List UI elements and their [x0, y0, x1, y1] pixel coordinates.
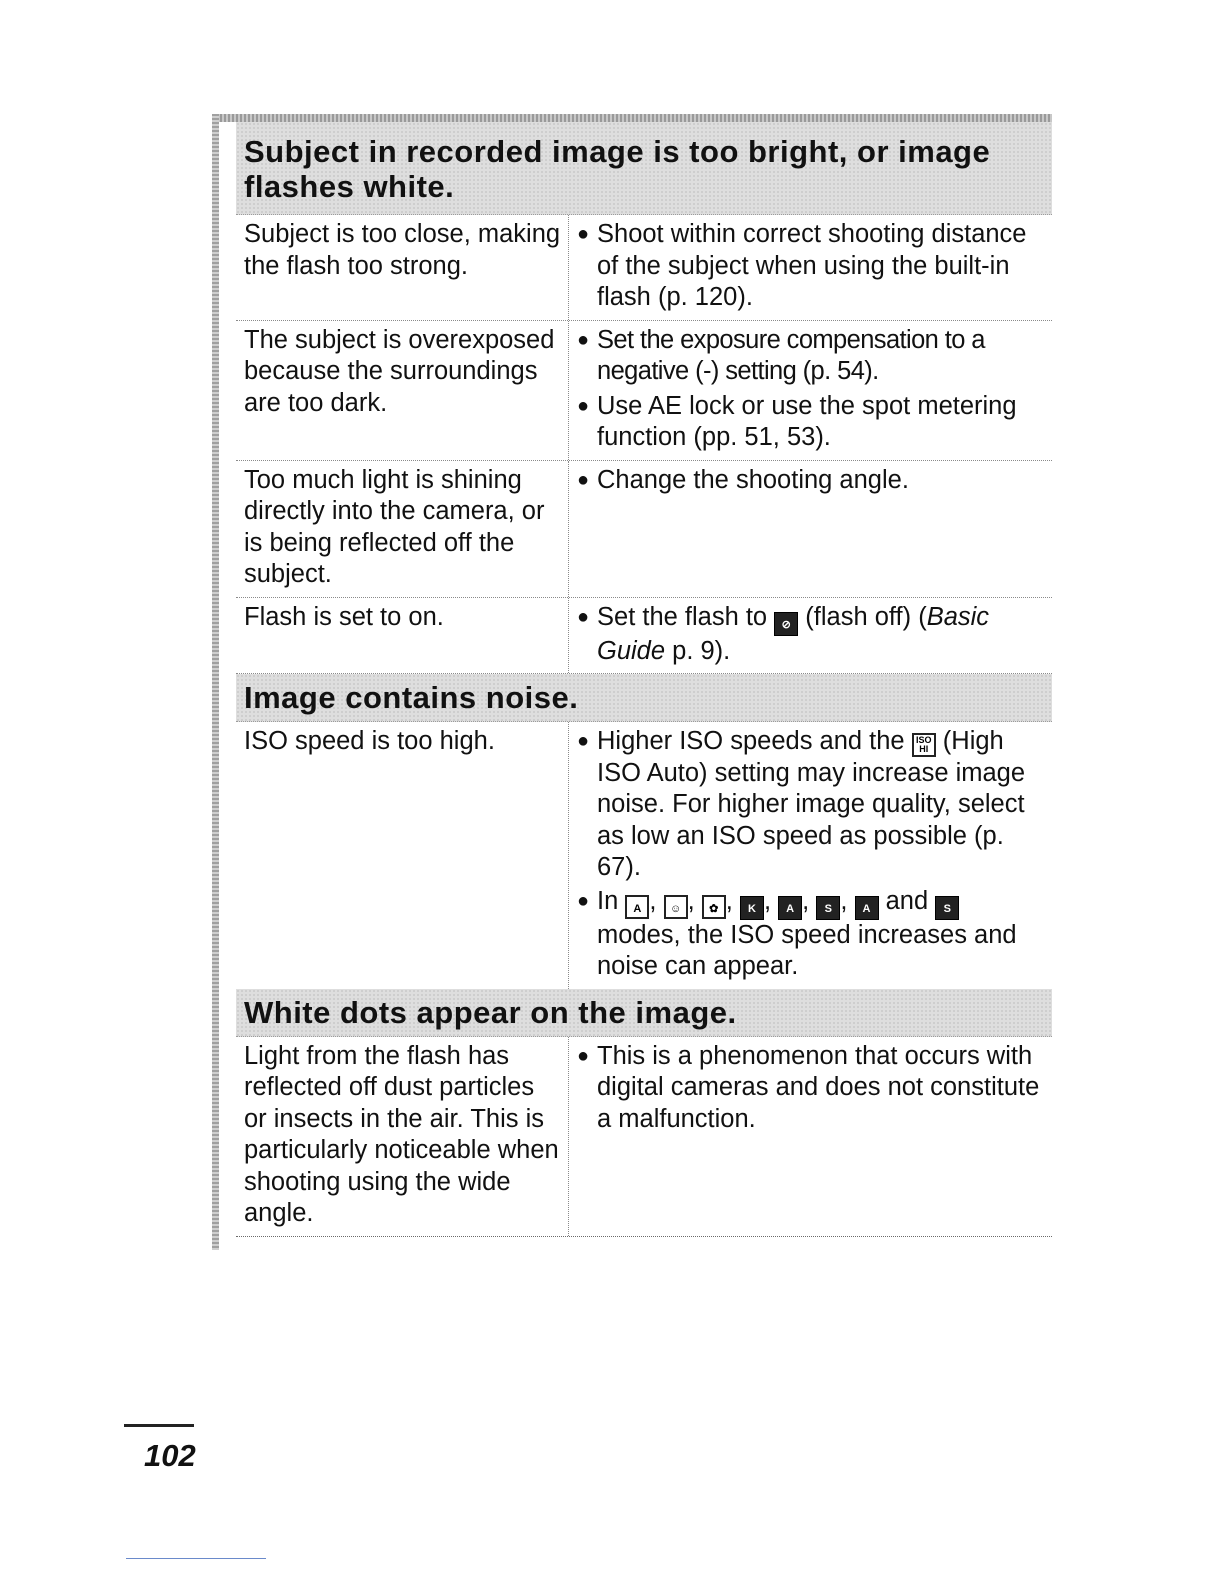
- scene-mode-icon-3: ✿: [702, 895, 726, 919]
- table-row: [236, 321, 1052, 461]
- table-row: [236, 598, 1052, 675]
- section-heading-white-dots: White dots appear on the image.: [236, 989, 1052, 1037]
- table-row: [236, 461, 1052, 598]
- solution-item: ● This is a phenomenon that occurs with digital cameras and does not constitute a malfunction.: [577, 1041, 1040, 1133]
- bullet-icon: ●: [577, 889, 590, 912]
- troubleshooting-table: [212, 114, 1052, 1250]
- solution-cell: [569, 321, 1052, 460]
- solution-item: ● In A , ☺ , ✿ , K , A , S , A and S modes, the ISO speed increases and noise can appear.: [577, 886, 1017, 980]
- solution-item: ● Shoot within correct shooting distance of the subject when using the built-in flash (p. 120).: [577, 220, 1027, 311]
- bottom-blue-line: [126, 1558, 266, 1559]
- cause-cell: Subject is too close, making the flash too strong.: [236, 215, 569, 320]
- bullet-icon: ●: [577, 730, 590, 752]
- top-rule: [212, 114, 1052, 122]
- bullet-icon: ●: [577, 223, 590, 245]
- solution-item: ● Use AE lock or use the spot metering function (pp. 51, 53).: [577, 391, 1017, 451]
- table-row: [236, 1037, 1052, 1237]
- scene-mode-icon-5: A: [778, 896, 802, 920]
- page-number-rule: [124, 1424, 194, 1427]
- cause-cell: Too much light is shining directly into the camera, or is being reflected off the subject.: [236, 461, 569, 597]
- table-row: [236, 215, 1052, 321]
- iso-hi-icon: ISO HI: [912, 733, 936, 757]
- solution-cell: [569, 215, 1052, 320]
- bullet-icon: ●: [577, 468, 590, 491]
- solution-cell: [569, 598, 1052, 674]
- scene-mode-icon-8: S: [935, 896, 959, 920]
- bullet-icon: ●: [577, 605, 590, 628]
- scene-mode-icon-2: ☺: [664, 895, 688, 919]
- solution-item: ● Set the flash to ⊘ (flash off) (Basic Guide p. 9).: [577, 602, 990, 665]
- cause-cell: ISO speed is too high.: [236, 722, 569, 989]
- cause-cell: The subject is overexposed because the surroundings are too dark.: [236, 321, 569, 460]
- scene-mode-icon-4: K: [740, 896, 764, 920]
- solution-item: ● Higher ISO speeds and the ISO HI (High ISO Auto) setting may increase image noise. For higher image quality, select as low an ISO speed as possible (p. 67).: [577, 727, 1026, 881]
- bullet-icon: ●: [577, 328, 589, 351]
- solution-item: ● Change the shooting angle.: [577, 465, 1042, 497]
- cause-cell: Light from the flash has reflected off dust particles or insects in the air. This is particularly noticeable when shooting using the wide angle.: [236, 1037, 569, 1236]
- solution-item: ● Set the exposure compensation to a negative (-) setting (p. 54).: [577, 325, 985, 385]
- bullet-icon: ●: [577, 394, 590, 417]
- scene-mode-icon-6: S: [816, 896, 840, 920]
- section-heading-too-bright: Subject in recorded image is too bright, or image flashes white.: [236, 122, 1052, 215]
- left-rule: [212, 114, 219, 1250]
- table-content: [236, 122, 1052, 1237]
- scene-mode-icon-7: A: [855, 896, 879, 920]
- table-row: [236, 722, 1052, 989]
- solution-cell: [569, 1037, 1052, 1236]
- flash-off-icon: ⊘: [774, 612, 798, 636]
- bullet-icon: ●: [577, 1044, 590, 1067]
- section-heading-noise: Image contains noise.: [236, 674, 1052, 722]
- cause-cell: Flash is set to on.: [236, 598, 569, 674]
- solution-cell: [569, 461, 1052, 597]
- scene-mode-icon-1: A: [625, 895, 649, 919]
- page-number: 102: [144, 1438, 196, 1473]
- solution-cell: [569, 722, 1052, 989]
